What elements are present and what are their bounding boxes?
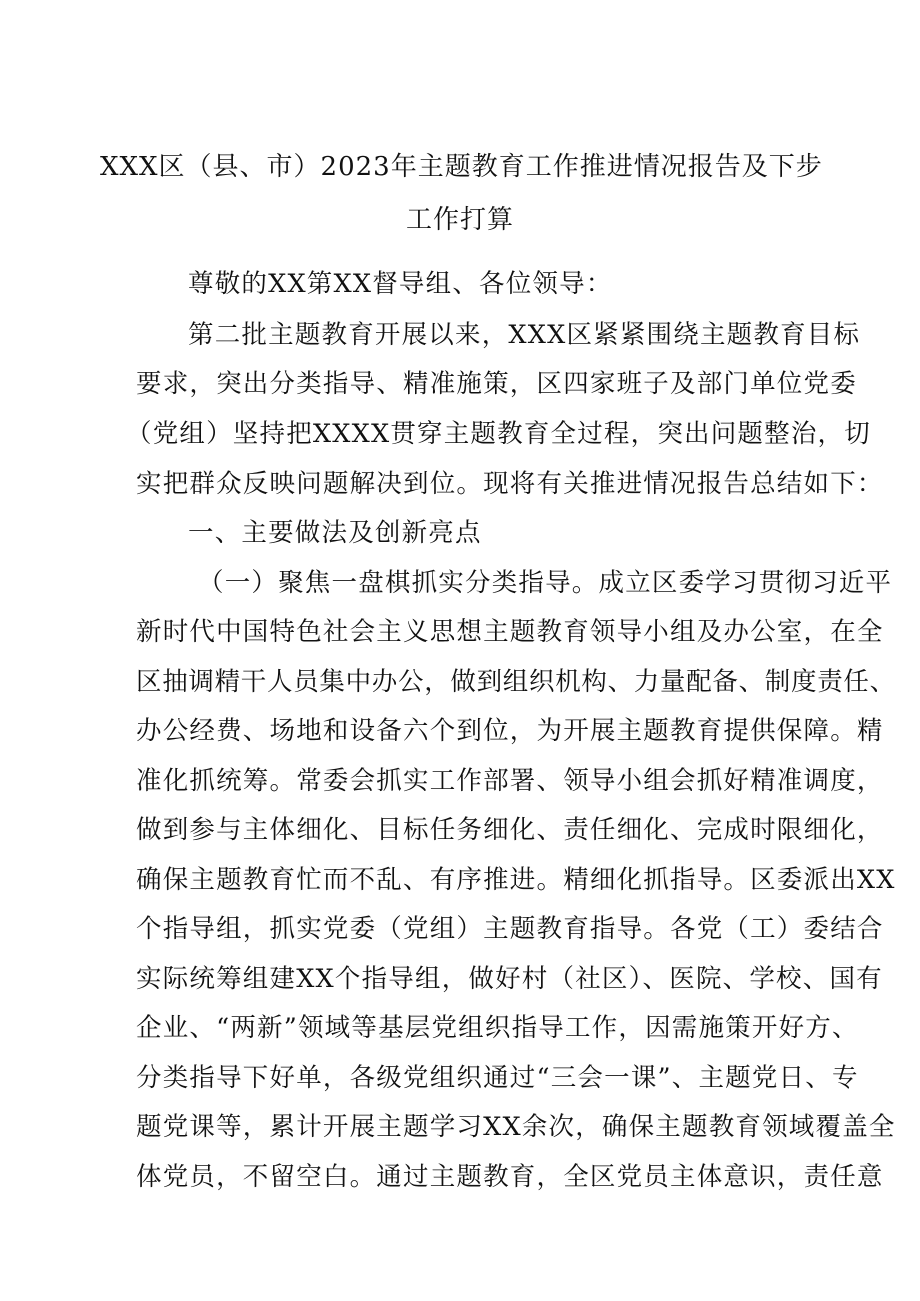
salutation: 尊敬的XX第XX督导组、各位领导： — [188, 269, 613, 299]
body-line: 题党课等，累计开展主题学习XX余次，确保主题教育领域覆盖全 — [136, 1112, 896, 1142]
body-line: 区抽调精干人员集中办公，做到组织机构、力量配备、制度责任、 — [136, 667, 896, 697]
body-line: （一）聚焦一盘棋抓实分类指导。成立区委学习贯彻习近平 — [198, 568, 893, 598]
section-heading: 一、主要做法及创新亮点 — [188, 518, 482, 548]
body-line: 做到参与主体细化、目标任务细化、责任细化、完成时限细化， — [136, 815, 884, 845]
body-line: 确保主题教育忙而不乱、有序推进。精细化抓指导。区委派出XX — [136, 865, 896, 895]
body-line: 实际统筹组建XX个指导组，做好村（社区）、医院、学校、国有 — [136, 964, 883, 994]
body-line: 准化抓统筹。常委会抓实工作部署、领导小组会抓好精准调度， — [136, 766, 884, 796]
body-line: 第二批主题教育开展以来，XXX区紧紧围绕主题教育目标 — [188, 320, 861, 350]
body-line: 个指导组，抓实党委（党组）主题教育指导。各党（工）委结合 — [136, 914, 884, 944]
body-line: 企业、“两新”领域等基层党组织指导工作，因需施策开好方、 — [136, 1013, 859, 1043]
document-title-line-1: XXX区（县、市）2023年主题教育工作推进情况报告及下步 — [100, 152, 823, 182]
body-line: 实把群众反映问题解决到位。现将有关推进情况报告总结如下： — [136, 469, 884, 499]
body-line: 办公经费、场地和设备六个到位，为开展主题教育提供保障。精 — [136, 716, 884, 746]
document-title-line-2: 工作打算 — [405, 205, 514, 235]
body-line: 新时代中国特色社会主义思想主题教育领导小组及办公室，在全 — [136, 617, 884, 647]
body-line: 分类指导下好单，各级党组织通过“三会一课”、主题党日、专 — [136, 1063, 859, 1093]
body-line: 体党员，不留空白。通过主题教育，全区党员主体意识，责任意 — [136, 1162, 884, 1192]
body-line: 要求，突出分类指导、精准施策，区四家班子及部门单位党委 — [136, 369, 857, 399]
body-line: （党组）坚持把XXXX贯穿主题教育全过程，突出问题整治，切 — [126, 419, 871, 449]
